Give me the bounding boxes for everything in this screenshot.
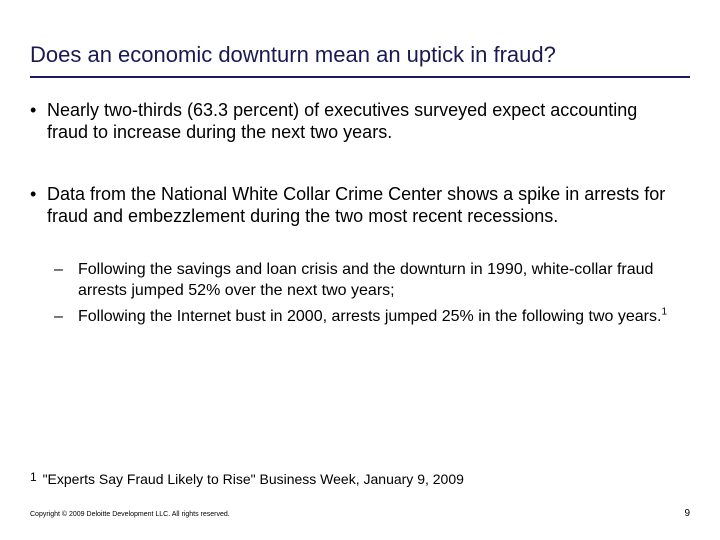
- footnote: [30, 468, 464, 488]
- bullet-item-executives-survey: [30, 99, 670, 143]
- sub-bullet-marker: –: [54, 261, 63, 278]
- page-number: 9: [684, 508, 690, 519]
- footnote-text: "Experts Say Fraud Likely to Rise" Business Week, January 9, 2009: [42, 471, 464, 487]
- copyright-notice: Copyright © 2009 Deloitte Development LLC. All rights reserved.: [30, 511, 230, 518]
- sub-bullet-marker: –: [54, 308, 63, 325]
- bullet-item-nw3c-data: [30, 183, 670, 227]
- bullet-text: Data from the National White Collar Crime Center shows a spike in arrests for fraud and embezzlement during the two most recent recessions.: [47, 184, 666, 226]
- sub-bullet-text: Following the Internet bust in 2000, arrests jumped 25% in the following two years.: [78, 308, 662, 325]
- footnote-number: 1: [30, 470, 37, 484]
- sub-bullet-text-wrapper: [54, 306, 690, 327]
- bullet-text: Nearly two-thirds (63.3 percent) of executives surveyed expect accounting fraud to increase during the next two years.: [47, 100, 638, 142]
- sub-bullet-text: Following the savings and loan crisis and the downturn in 1990, white-collar fraud arrests jumped 52% over the next two years;: [78, 261, 654, 299]
- sub-bullet-item-savings-loan: [54, 259, 690, 301]
- bullet-marker: •: [30, 184, 37, 204]
- bullet-marker: •: [30, 100, 37, 120]
- sub-bullet-item-internet-bust: [54, 306, 690, 327]
- slide-title: Does an economic downturn mean an uptick in fraud?: [30, 42, 556, 67]
- title-divider: [30, 76, 690, 78]
- footnote-reference: 1: [661, 306, 667, 318]
